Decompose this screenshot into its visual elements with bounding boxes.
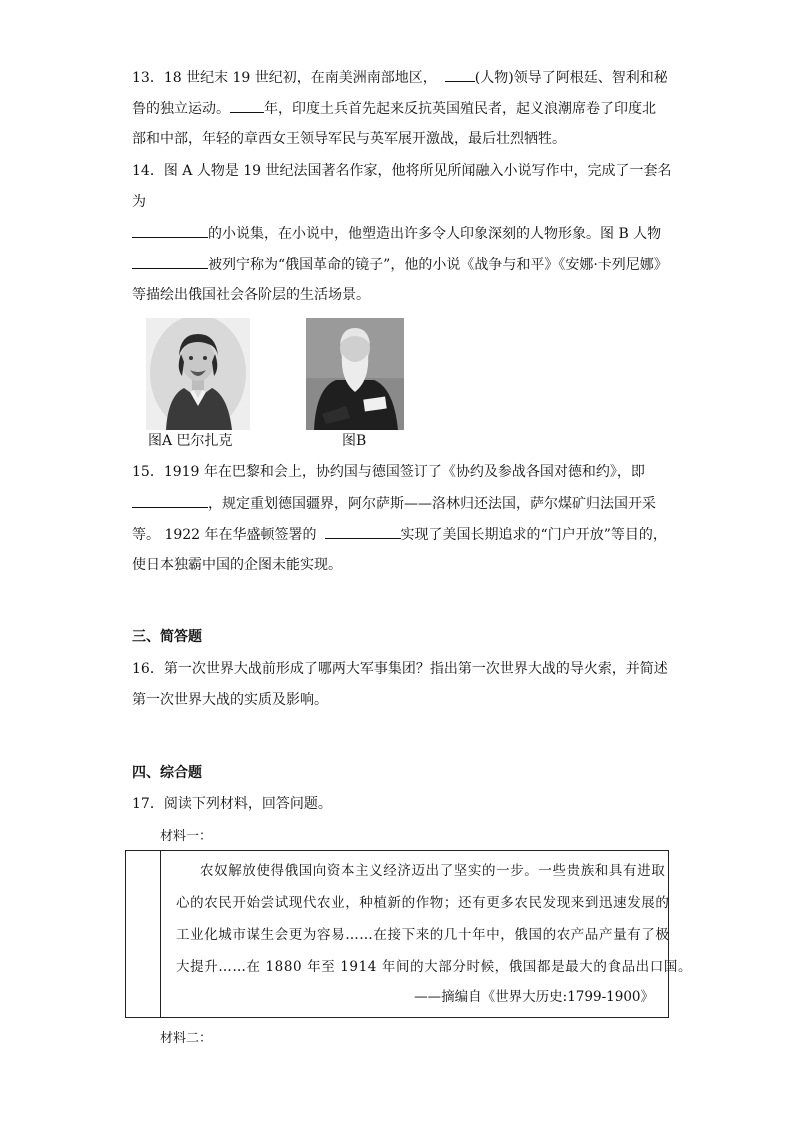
material-1-line: 农奴解放使得俄国向资本主义经济迈出了坚实的一步。一些贵族和具有进取 [200,863,666,879]
q15-text: ，规定重划德国疆界，阿尔萨斯——洛林归还法国，萨尔煤矿归法国开采 [208,496,656,512]
q16-line-2: 第一次世界大战的实质及影响。 [132,692,328,708]
answer-blank[interactable] [325,524,401,539]
q13-line-1 [132,67,668,88]
answer-blank[interactable] [132,493,208,508]
q15-line-3 [132,524,667,545]
q14-line-5: 等描绘出俄国社会各阶层的生活场景。 [132,287,370,303]
material-1-box [125,850,693,1018]
material-1-line: 工业化城市谋生会更为容易……在接下来的几十年中，俄国的农产品产量有了极 [176,927,670,943]
photo-a-caption: 图A 巴尔扎克 [148,433,233,449]
q13-text: 鲁的独立运动。 [132,101,230,117]
tolstoy-portrait-image [306,318,404,430]
box-divider [160,851,161,1017]
answer-blank[interactable] [132,254,208,269]
q16-line-1: 16．第一次世界大战前形成了哪两大军事集团？指出第一次世界大战的导火索，并简述 [132,661,668,677]
q14-line-3 [132,223,661,244]
q14-text: 的小说集，在小说中，他塑造出许多令人印象深刻的人物形象。图 B 人物 [208,226,662,242]
q15-line-1: 15．1919 年在巴黎和会上，协约国与德国签订了《协约及参战各国对德和约》，即 [132,464,645,480]
photo-b-caption: 图B [342,433,367,449]
answer-blank[interactable] [230,98,264,113]
balzac-portrait-image [146,318,250,430]
answer-blank[interactable] [132,223,208,238]
answer-blank[interactable] [445,67,475,82]
q14-text: 被列宁称为“俄国革命的镜子”，他的小说《战争与和平》《安娜·卡列尼娜》 [208,257,668,273]
q14-line-1: 14．图 A 人物是 19 世纪法国著名作家，他将所见所闻融入小说写作中，完成了一套名 [132,163,672,179]
q13-text: 13．18 世纪末 19 世纪初，在南美洲南部地区， [132,70,437,86]
q15-text: 实现了美国长期追求的“门户开放”等目的， [400,527,667,543]
q17-prompt: 17．阅读下列材料，回答问题。 [132,796,332,812]
material-2-label: 材料二： [160,1031,213,1046]
q13-text: (人物)领导了阿根廷、智利和秘 [474,70,668,86]
material-1-label: 材料一： [160,829,213,844]
q15-line-4: 使日本独霸中国的企图未能实现。 [132,557,342,573]
q15-line-2 [132,493,656,514]
material-1-line: 大提升……在 1880 年至 1914 年间的大部分时候，俄国都是最大的食品出口国。 [176,959,693,975]
section-4-heading: 四、综合题 [132,765,202,781]
q13-line-2 [132,98,656,119]
material-1-line: 心的农民开始尝试现代农业，种植新的作物；还有更多农民发现来到迅速发展的 [176,895,670,911]
q13-line-3: 部和中部，年轻的章西女王领导军民与英军展开激战，最后壮烈牺牲。 [132,131,566,147]
q15-text: 等。 1922 年在华盛顿签署的 [132,527,317,543]
q14-line-4 [132,254,668,275]
section-3-heading: 三、简答题 [132,629,202,645]
material-1-source: ——摘编自《世界大历史:1799-1900》 [414,989,654,1005]
q13-text: 年，印度土兵首先起来反抗英国殖民者，起义浪潮席卷了印度北 [264,101,656,117]
q14-line-2: 为 [132,194,146,210]
